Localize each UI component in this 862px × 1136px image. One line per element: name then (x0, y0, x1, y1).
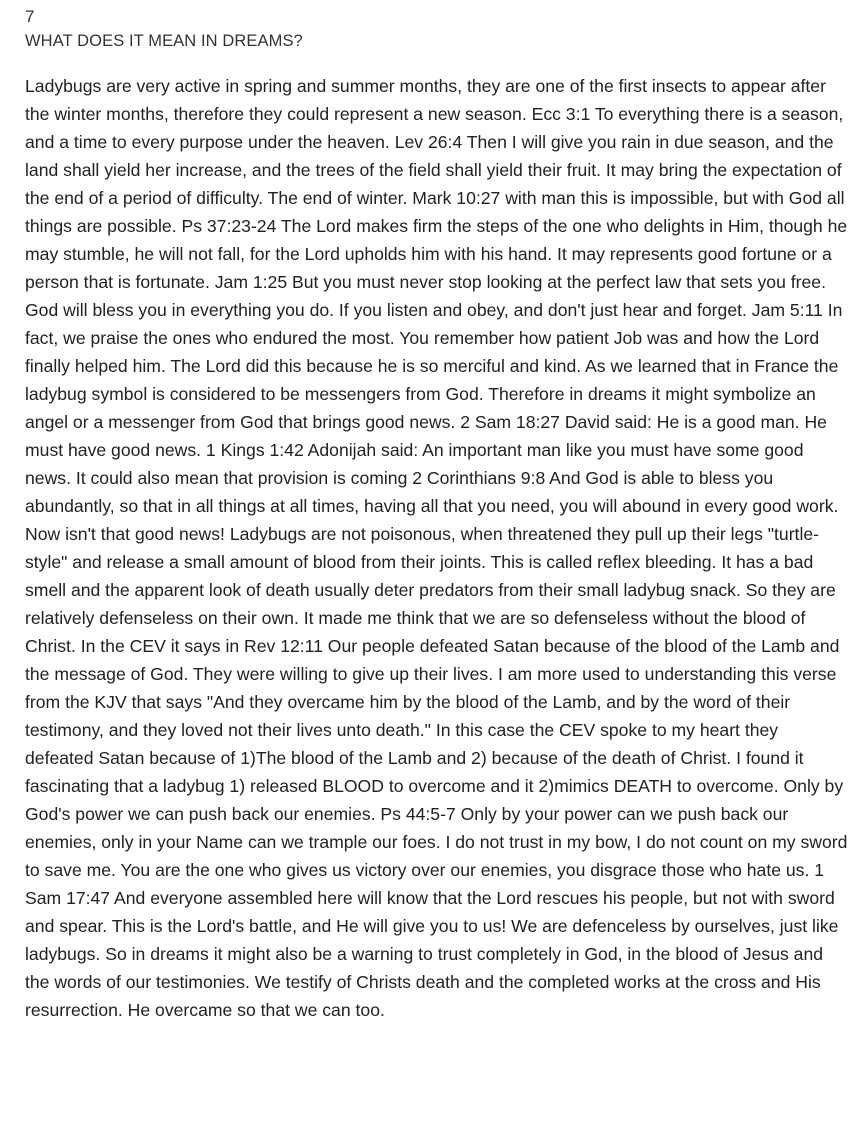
section-title: WHAT DOES IT MEAN IN DREAMS? (25, 32, 303, 50)
body-paragraph: Ladybugs are very active in spring and summer months, they are one of the first insects to appear after the winter months, therefore they could represent a new season. Ecc 3:1 To everything there is a season, and a time to every purpose under the heaven. Lev 26:4 Then I will give you rain in due season, and the land shall yield her increase, and the trees of the field shall yield their fruit. It may bring the expectation of the end of a period of difficulty. The end of winter. Mark 10:27 with man this is impossible, but with God all things are possible. Ps 37:23-24 The Lord makes firm the steps of the one who delights in Him, though he may stumble, he will not fall, for the Lord upholds him with his hand. It may represents good fortune or a person that is fortunate. Jam 1:25 But you must never stop looking at the perfect law that sets you free. God will bless you in everything you do. If you listen and obey, and don't just hear and forget. Jam 5:11 In fact, we praise the ones who endured the most. You remember how patient Job was and how the Lord finally helped him. The Lord did this because he is so merciful and kind. As we learned that in France the ladybug symbol is considered to be messengers from God. Therefore in dreams it might symbolize an angel or a messenger from God that brings good news. 2 Sam 18:27 David said: He is a good man. He must have good news. 1 Kings 1:42 Adonijah said: An important man like you must have some good news. It could also mean that provision is coming 2 Corinthians 9:8 And God is able to bless you abundantly, so that in all things at all times, having all that you need, you will abound in every good work. Now isn't that good news! Ladybugs are not poisonous, when threatened they pull up their legs "turtle-style" and release a small amount of blood from their joints. This is called reflex bleeding. It has a bad smell and the apparent look of death usually deter predators from their small ladybug snack. So they are relatively defenseless on their own. It made me think that we are so defenseless without the blood of Christ. In the CEV it says in Rev 12:11 Our people defeated Satan because of the blood of the Lamb and the message of God. They were willing to give up their lives. I am more used to understanding this verse from the KJV that says "And they overcame him by the blood of the Lamb, and by the word of their testimony, and they loved not their lives unto death." In this case the CEV spoke to my heart they defeated Satan because of 1)The blood of the Lamb and 2) because of the death of Christ. I found it fascinating that a ladybug 1) released BLOOD to overcome and it 2)mimics DEATH to overcome. Only by God's power we can push back our enemies. Ps 44:5-7 Only by your power can we push back our enemies, only in your Name can we trample our foes. I do not trust in my bow, I do not count on my sword to save me. You are the one who gives us victory over our enemies, you disgrace those who hate us. 1 Sam 17:47 And everyone assembled here will know that the Lord rescues his people, but not with sword and spear. This is the Lord's battle, and He will give you to us! We are defenceless by ourselves, just like ladybugs. So in dreams it might also be a warning to trust completely in God, in the blood of Jesus and the words of our testimonies. We testify of Christs death and the completed works at the cross and His resurrection. He overcame so that we can too. (25, 76, 848, 1020)
page-number: 7 (25, 7, 35, 26)
